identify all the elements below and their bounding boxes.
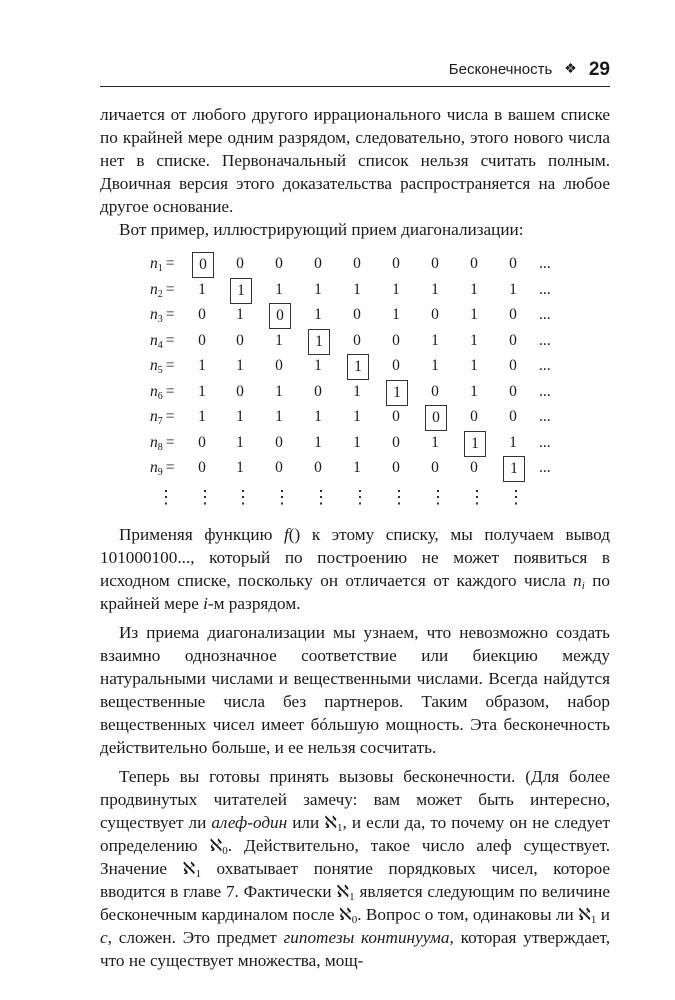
digit-cell: 0 [509,382,517,400]
digit-cell: 1 [236,459,244,476]
digit-cell: 0 [314,382,322,400]
digit-cell: 1 [236,306,244,323]
row-ellipsis: ... [539,408,551,425]
row-label: $n_1$ = [150,255,175,274]
digit-cell: 0 [275,255,283,272]
digit-cell: 0 [392,408,400,425]
row-ellipsis: ... [539,459,551,476]
digit-cell: 0 [353,255,361,272]
digit-cell: 1 [392,280,400,298]
digit-cell: 0 [353,306,361,323]
row-label: $n_7$ = [150,408,175,427]
digit-cell: 0 [509,255,517,272]
vertical-dots: ⋮ [468,486,486,507]
digit-cell: 1 [314,433,322,451]
digit-cell: 1 [314,357,322,374]
digit-cell: 1 [236,433,244,451]
row-ellipsis: ... [539,255,551,272]
vertical-dots: ⋮ [312,486,330,507]
body-text-bottom [100,523,610,972]
digit-cell: 0 [392,433,400,451]
digit-cell: 0 [470,255,478,272]
digit-cell: 1 [470,357,478,374]
digit-cell: 0 [314,459,322,476]
digit-cell: 1 [353,408,361,425]
row-label: $n_3$ = [150,306,175,325]
ornament-icon: ❖ [564,62,577,77]
paragraph-diagonal-output: Применяя функцию f() к этому списку, мы получаем вывод 101000100..., который по построению не может появиться в исходном списке, поскольку он отличается от каждого числа $n_i$ по крайней мере i-м разрядом. [100,525,610,613]
digit-cell: 1 [353,433,361,451]
digit-cell: 0 [509,306,517,323]
digit-cell: 0 [431,382,439,400]
digit-cell: 1 [314,280,322,298]
digit-cell: 1 [509,280,517,298]
digit-cell: 1 [198,357,206,374]
row-ellipsis: ... [539,331,551,349]
digit-cell: 1 [314,408,322,425]
digit-cell: 0 [275,433,283,451]
digit-cell: 0 [509,408,517,425]
digit-cell: 1 [275,382,283,400]
digit-cell: 0 [392,357,400,374]
row-label: $n_4$ = [150,331,175,351]
vertical-dots: ⋮ [390,486,408,507]
paragraph-continued: личается от любого другого иррационального числа в вашем списке по крайней мере одним разрядом, следовательно, этого нового числа нет в списке. Первоначальный список нельзя считать полным. Двоичная версия этого доказательства распространяется на любое другое основание. [100,105,610,216]
row-ellipsis: ... [539,306,551,323]
diagonal-digit: 1 [347,354,369,380]
vertical-dots: ⋮ [234,486,252,507]
digit-cell: 1 [470,306,478,323]
digit-cell: 1 [198,280,206,298]
digit-cell: 0 [353,331,361,349]
diagonal-digit: 1 [308,329,330,355]
vertical-dots: ⋮ [196,486,214,507]
digit-cell: 0 [431,459,439,476]
digit-cell: 0 [236,382,244,400]
diagonal-digit: 1 [386,380,408,406]
digit-cell: 1 [431,433,439,451]
row-ellipsis: ... [539,382,551,400]
digit-cell: 0 [236,331,244,349]
digit-cell: 1 [431,357,439,374]
paragraph-aleph: Теперь вы готовы принять вызовы бесконечности. (Для более продвинутых читателей замечу: вам может быть интересно, существует ли алеф-один или ℵ$_1$, и если да, то почему он не следует определению ℵ$_0$. Действительно, такое число алеф существует. Значение ℵ$_1$ охватывает понятие порядковых чисел, которое вводится в главе 7. Фактически ℵ$_1$ является следующим по величине бесконечным кардиналом после ℵ$_0$. Вопрос о том, одинаковы ли ℵ$_1$ и c, сложен. Это предмет гипотезы континуума, которая утверждает, что не существует множества, мощ- [100,767,611,970]
diagonal-digit: 1 [503,456,525,482]
vertical-dots: ⋮ [351,486,369,507]
digit-cell: 0 [275,459,283,476]
digit-cell: 0 [392,255,400,272]
diagonal-digit: 0 [269,303,291,329]
diagonal-digit: 1 [464,431,486,457]
digit-cell: 0 [198,433,206,451]
row-ellipsis: ... [539,433,551,451]
digit-cell: 1 [236,408,244,425]
row-ellipsis: ... [539,280,551,298]
digit-cell: 0 [470,459,478,476]
digit-cell: 1 [353,280,361,298]
row-label: $n_6$ = [150,382,175,402]
diagonal-digit: 0 [192,252,214,278]
digit-cell: 1 [236,357,244,374]
digit-cell: 1 [275,408,283,425]
digit-cell: 1 [198,382,206,400]
digit-cell: 1 [314,306,322,323]
digit-cell: 0 [431,255,439,272]
page-number: 29 [588,59,610,80]
digit-cell: 1 [353,459,361,476]
paragraph-example-intro: Вот пример, иллюстрирующий прием диагонализации: [119,220,524,239]
digit-cell: 0 [431,306,439,323]
diagonal-digit: 1 [230,278,252,304]
row-label: $n_8$ = [150,433,175,453]
vertical-dots: ⋮ [157,486,175,507]
row-label: $n_2$ = [150,280,175,300]
digit-cell: 0 [509,331,517,349]
digit-cell: 1 [392,306,400,323]
digit-cell: 0 [392,331,400,349]
digit-cell: 0 [392,459,400,476]
row-label: $n_5$ = [150,357,175,376]
digit-cell: 1 [431,331,439,349]
digit-cell: 0 [198,459,206,476]
row-ellipsis: ... [539,357,551,374]
digit-cell: 1 [275,331,283,349]
digit-cell: 0 [275,357,283,374]
chapter-title: Бесконечность [448,61,553,78]
row-label: $n_9$ = [150,459,175,478]
digit-cell: 1 [470,382,478,400]
digit-cell: 1 [509,433,517,451]
digit-cell: 0 [470,408,478,425]
vertical-dots: ⋮ [273,486,291,507]
digit-cell: 1 [470,331,478,349]
digit-cell: 1 [275,280,283,298]
digit-cell: 1 [431,280,439,298]
digit-cell: 1 [470,280,478,298]
paragraph-bijection: Из приема диагонализации мы узнаем, что невозможно создать взаимно однозначное соответствие или биекцию между натуральными числами и вещественными числами. Всегда найдутся вещественные числа без партнеров. Таким образом, набор вещественных чисел имеет бóльшую мощность. Эта бесконечность действительно больше, и ее нельзя сосчитать. [100,623,610,757]
digit-cell: 0 [509,357,517,374]
vertical-dots: ⋮ [507,486,525,507]
digit-cell: 0 [198,306,206,323]
digit-cell: 0 [198,331,206,349]
digit-cell: 1 [198,408,206,425]
digit-cell: 1 [353,382,361,400]
vertical-dots: ⋮ [429,486,447,507]
diagonal-digit: 0 [425,405,447,431]
digit-cell: 0 [236,255,244,272]
digit-cell: 0 [314,255,322,272]
